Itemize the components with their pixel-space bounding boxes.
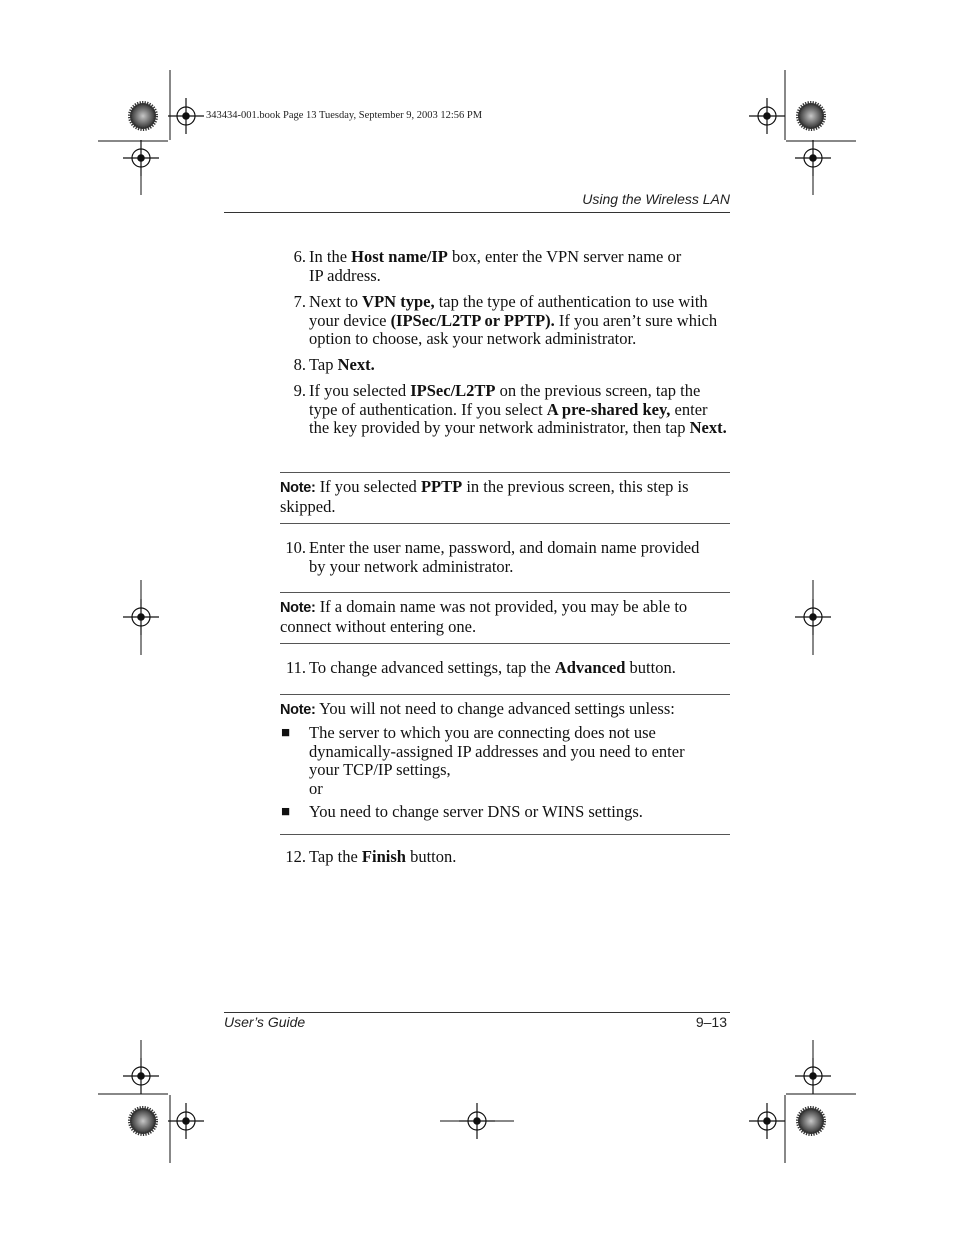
page-number: 9–13 (695, 1014, 727, 1030)
step-number: 9. (293, 381, 306, 400)
step-number: 7. (293, 292, 306, 311)
bullet-item: ■ The server to which you are connecting does not use dynamically-assigned IP addresses and you need to enter your TCP/IP settings, or (281, 723, 685, 798)
step-11: 11. To change advanced settings, tap the Advanced button. (280, 659, 730, 678)
bullet-square-icon: ■ (281, 804, 291, 820)
note-label: Note: (280, 702, 316, 718)
step-9: 9. If you selected IPSec/L2TP on the previous screen, tap the type of authentication. If you select A pre-shared key, enter the key provided by your network administrator, then tap Next. (280, 382, 730, 438)
note-pptp: Note: If you selected PPTP in the previous screen, this step is skipped. (280, 477, 689, 516)
note-rule-top (280, 472, 730, 473)
note-rule-bottom (280, 834, 730, 835)
step-number: 6. (293, 247, 306, 266)
step-6: 6. In the Host name/IP box, enter the VPN server name or IP address. (280, 248, 730, 285)
footer-rule (224, 1012, 730, 1013)
header-rule (224, 212, 730, 213)
note-rule-top (280, 592, 730, 593)
printer-slug: 343434-001.book Page 13 Tuesday, September 9, 2003 12:56 PM (206, 110, 483, 121)
step-12: 12. Tap the Finish button. (280, 848, 730, 867)
running-header: Using the Wireless LAN (582, 191, 730, 207)
step-number: 12. (285, 847, 306, 866)
step-10: 10. Enter the user name, password, and domain name provided by your network administrator. (280, 539, 730, 576)
bullet-item: ■ You need to change server DNS or WINS settings. (281, 802, 643, 821)
step-7: 7. Next to VPN type, tap the type of authentication to use with your device (IPSec/L2TP or PPTP). If you aren’t sure which option to choose, ask your network administrator. (280, 293, 730, 349)
step-8: 8. Tap Next. (280, 356, 730, 375)
note-label: Note: (280, 600, 316, 616)
step-number: 10. (285, 538, 306, 557)
note-advanced-settings: Note: You will not need to change advanced settings unless: (280, 699, 675, 718)
footer-guide-title: User’s Guide (224, 1014, 306, 1030)
note-rule-bottom (280, 523, 730, 524)
note-label: Note: (280, 480, 316, 496)
note-rule-top (280, 694, 730, 695)
bullet-square-icon: ■ (281, 725, 291, 741)
note-rule-bottom (280, 643, 730, 644)
step-number: 8. (293, 355, 306, 374)
step-number: 11. (285, 658, 306, 677)
note-domain: Note: If a domain name was not provided, you may be able to connect without entering one. (280, 597, 688, 636)
